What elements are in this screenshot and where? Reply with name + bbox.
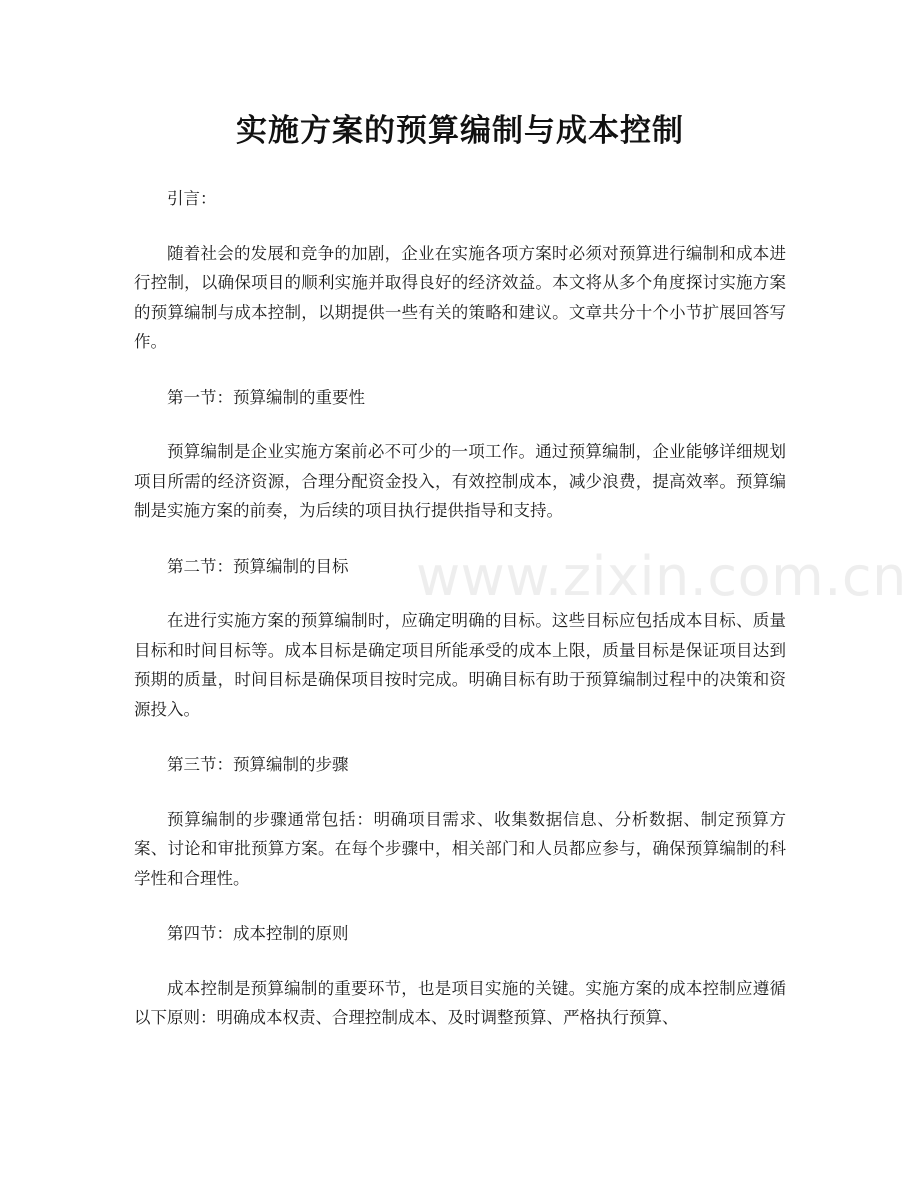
section-2-paragraph: 在进行实施方案的预算编制时，应确定明确的目标。这些目标应包括成本目标、质量目标和时间目标等。成本目标是确定项目所能承受的成本上限，质量目标是保证项目达到预期的质量，时间目标是确保项目按时完成。明确目标有助于预算编制过程中的决策和资源投入。 bbox=[134, 611, 786, 719]
section-3-heading: 第三节：预算编制的步骤 bbox=[167, 755, 349, 774]
section-3-paragraph: 预算编制的步骤通常包括：明确项目需求、收集数据信息、分析数据、制定预算方案、讨论和审批预算方案。在每个步骤中，相关部门和人员都应参与，确保预算编制的科学性和合理性。 bbox=[134, 809, 786, 888]
section-2-heading: 第二节：预算编制的目标 bbox=[167, 556, 349, 576]
intro-label: 引言： bbox=[167, 189, 217, 208]
document-title: 实施方案的预算编制与成本控制 bbox=[236, 113, 684, 149]
document-body bbox=[134, 184, 786, 1059]
watermark-text: www.zixin.com.cn bbox=[416, 545, 907, 608]
section-1-paragraph: 预算编制是企业实施方案前必不可少的一项工作。通过预算编制，企业能够详细规划项目所需的经济资源，合理分配资金投入，有效控制成本，减少浪费，提高效率。预算编制是实施方案的前奏，为后续的项目执行提供指导和支持。 bbox=[134, 442, 786, 520]
section-1-heading: 第一节：预算编制的重要性 bbox=[167, 387, 365, 407]
section-4-heading: 第四节：成本控制的原则 bbox=[167, 924, 349, 943]
section-4-paragraph: 成本控制是预算编制的重要环节，也是项目实施的关键。实施方案的成本控制应遵循以下原则：明确成本权责、合理控制成本、及时调整预算、严格执行预算、 bbox=[134, 978, 786, 1027]
intro-paragraph: 随着社会的发展和竞争的加剧，企业在实施各项方案时必须对预算进行编制和成本进行控制，以确保项目的顺利实施并取得良好的经济效益。本文将从多个角度探讨实施方案的预算编制与成本控制，以期提供一些有关的策略和建议。文章共分十个小节扩展回答写作。 bbox=[134, 243, 786, 351]
